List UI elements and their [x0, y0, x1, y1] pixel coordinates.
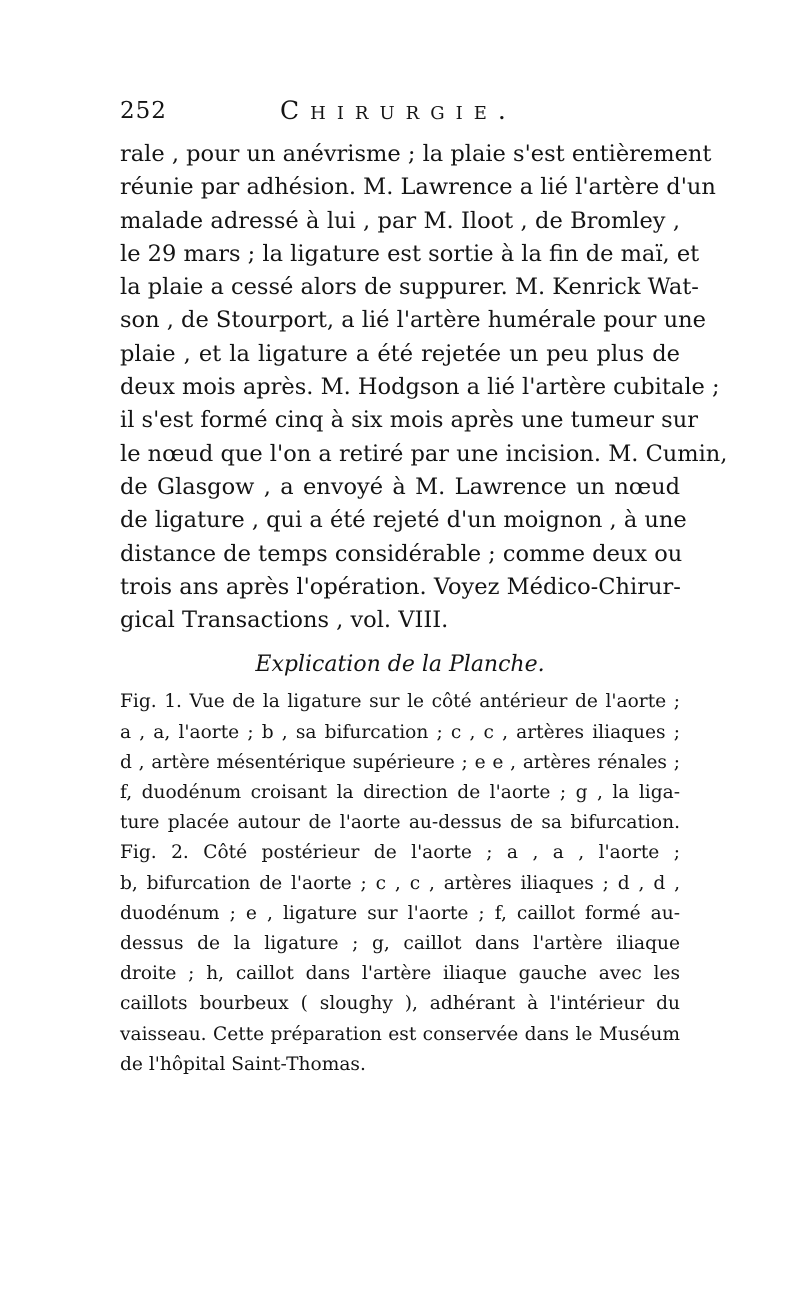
text-line: réunie par adhésion. M. Lawrence a lié l'artère d'un — [120, 174, 716, 201]
text-line: le 29 mars ; la ligature est sortie à la fin de maï, et — [120, 240, 700, 267]
caption-line: d , artère mésentérique supérieure ; e e , artères rénales ; — [120, 751, 680, 773]
caption-line: a , a, l'aorte ; b , sa bifurcation ; c , c , artères iliaques ; — [120, 721, 680, 743]
caption-line: de l'hôpital Saint-Thomas. — [120, 1053, 366, 1075]
caption-line: vaisseau. Cette préparation est conservée dans le Muséum — [120, 1023, 680, 1045]
text-line: de Glasgow , a envoyé à M. Lawrence un nœud — [120, 473, 680, 500]
page-number: 252 — [120, 98, 167, 124]
text-line: le nœud que l'on a retiré par une incision. M. Cumin, — [120, 440, 728, 467]
text-line: de ligature , qui a été rejeté d'un moignon , à une — [120, 507, 687, 534]
text-line: deux mois après. M. Hodgson a lié l'artère cubitale ; — [120, 374, 720, 401]
caption-line: droite ; h, caillot dans l'artère iliaque gauche avec les — [120, 963, 680, 985]
section-heading: Explication de la Planche. — [255, 652, 545, 678]
figure-captions — [120, 687, 680, 1080]
text-line: malade adressé à lui , par M. Iloot , de Bromley , — [120, 207, 680, 234]
caption-line: Fig. 2. Côté postérieur de l'aorte ; a , a , l'aorte ; — [120, 842, 680, 864]
text-line: il s'est formé cinq à six mois après une tumeur sur — [120, 407, 698, 434]
caption-line: ture placée autour de l'aorte au-dessus de sa bifurcation. — [120, 812, 680, 834]
text-line: plaie , et la ligature a été rejetée un peu plus de — [120, 340, 680, 367]
book-page — [120, 92, 728, 1080]
caption-line: Fig. 1. Vue de la ligature sur le côté antérieur de l'aorte ; — [120, 691, 680, 713]
caption-line: duodénum ; e , ligature sur l'aorte ; f, caillot formé au- — [120, 902, 680, 924]
running-title: Chirurgie. — [280, 96, 517, 125]
text-line: son , de Stourport, a lié l'artère humérale pour une — [120, 307, 706, 334]
text-line: distance de temps considérable ; comme deux ou — [120, 540, 683, 567]
body-paragraph — [120, 138, 728, 637]
text-line: rale , pour un anévrisme ; la plaie s'est entièrement — [120, 141, 712, 167]
text-line: gical Transactions , vol. VIII. — [120, 607, 449, 634]
caption-line: caillots bourbeux ( sloughy ), adhérant à l'intérieur du — [120, 993, 680, 1015]
text-line: la plaie a cessé alors de suppurer. M. Kenrick Wat- — [120, 274, 699, 301]
caption-line: b, bifurcation de l'aorte ; c , c , artères iliaques ; d , d , — [120, 872, 680, 894]
page-header — [120, 92, 680, 136]
caption-line: dessus de la ligature ; g, caillot dans l'artère iliaque — [120, 933, 680, 955]
text-line: trois ans après l'opération. Voyez Médico-Chirur- — [120, 573, 681, 600]
caption-line: f, duodénum croisant la direction de l'aorte ; g , la liga- — [120, 782, 680, 804]
